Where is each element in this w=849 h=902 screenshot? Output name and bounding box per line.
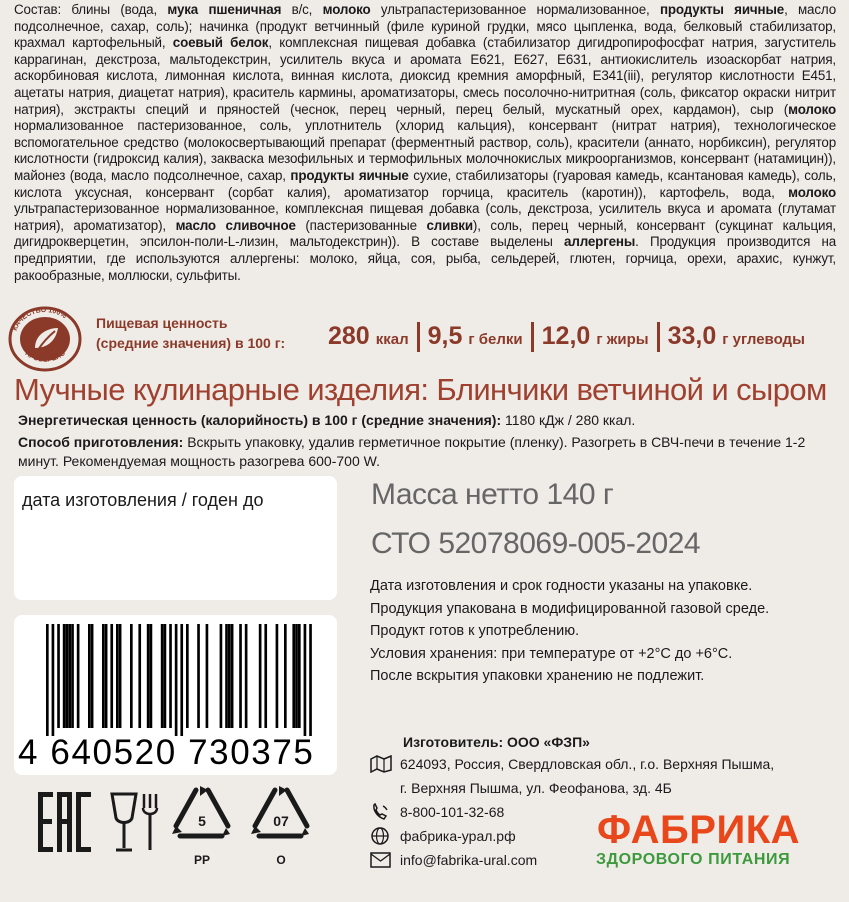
o-code: 07 bbox=[273, 813, 289, 829]
barcode-bar bbox=[264, 624, 267, 728]
barcode-bar bbox=[147, 624, 150, 728]
net-mass: Масса нетто 140 г bbox=[371, 478, 614, 511]
date-label: дата изготовления / годен до bbox=[22, 490, 264, 510]
divider bbox=[531, 322, 534, 352]
barcode-bar bbox=[57, 624, 60, 728]
recycle-other-icon bbox=[245, 782, 317, 877]
info-line: Продукт готов к употреблению. bbox=[370, 623, 580, 639]
envelope-icon bbox=[370, 851, 392, 869]
website-row bbox=[370, 827, 516, 845]
barcode-bar bbox=[276, 624, 279, 728]
quality-seal-icon bbox=[8, 306, 82, 372]
nutrition-label-line2: (средние значения) в 100 г: bbox=[96, 335, 286, 351]
barcode-bar bbox=[295, 624, 298, 728]
allergen-highlight: продукты яичные bbox=[659, 2, 785, 17]
email-row bbox=[370, 851, 537, 869]
ingredients-segment: ультрапастеризованное нормализованное, bbox=[370, 2, 660, 17]
prep-text: Вскрыть упаковку, удалив герметичное покрытие (пленку). Разогреть в СВЧ-печи в течение 1-2 минут. Рекомендуемая мощность разогрева 600-700 W. bbox=[18, 434, 806, 469]
energy-text: 1180 кДж / 280 ккал. bbox=[501, 412, 636, 428]
barcode-bar bbox=[138, 624, 141, 728]
energy-label: Энергетическая ценность (калорийность) в 100 г (средние значения): bbox=[18, 412, 502, 428]
ingredients-segment: (пастеризованные bbox=[295, 217, 427, 233]
barcode-bar bbox=[46, 624, 49, 736]
barcode-bar bbox=[239, 624, 242, 728]
barcode-bar bbox=[91, 624, 94, 728]
barcode-bar bbox=[66, 624, 69, 728]
barcode-bar bbox=[245, 624, 248, 728]
barcode-bar bbox=[231, 624, 234, 728]
allergen-highlight: масло сливочное bbox=[175, 217, 296, 233]
pp-code: 5 bbox=[198, 813, 206, 829]
ingredients-segment: ), соль, перец черный, консервант (сукцинат кальция, дигидрокверцетин, эпсилон-поли-L-лизин, мальтодекстрин)). В составе выделены bbox=[14, 217, 836, 250]
info-line: После вскрытия упаковки хранению не подлежит. bbox=[370, 668, 705, 684]
nutrition-protein: 9,5 г белки bbox=[427, 322, 523, 350]
barcode-bar bbox=[169, 624, 172, 728]
barcode-bar bbox=[116, 624, 119, 728]
barcode-bar bbox=[206, 624, 209, 728]
address-row bbox=[370, 755, 774, 773]
barcode-bar bbox=[298, 624, 301, 728]
barcode-bar bbox=[110, 624, 113, 728]
allergen-highlight: молоко bbox=[788, 101, 836, 117]
product-title: Мучные кулинарные изделия: Блинчики ветчиной и сыром bbox=[14, 372, 827, 407]
barcode-number: 4 640520 730375 bbox=[18, 733, 315, 772]
info-lines bbox=[370, 575, 769, 688]
divider bbox=[657, 322, 660, 352]
barcode-bar bbox=[292, 624, 295, 728]
barcode-bar bbox=[284, 624, 287, 728]
o-label: O bbox=[276, 853, 286, 867]
energy-value bbox=[18, 411, 635, 429]
seal-bottom-text: ПРОВЕРЕНО bbox=[23, 349, 68, 364]
barcode-bar bbox=[102, 624, 105, 728]
nutrition-label bbox=[96, 313, 285, 353]
divider bbox=[417, 322, 420, 352]
barcode-bar bbox=[309, 624, 312, 736]
ingredients-segment: . Продукция производится на предприятии, где используются аллергены: молоко, яйца, соя, рыба, сельдерей, глютен, горчица, орехи, арахис, кунжут, ракообразные, моллюски, сульфиты. bbox=[14, 234, 836, 283]
ingredients-segment: Состав: блины (вода, bbox=[14, 2, 168, 17]
barcode-bar bbox=[304, 624, 307, 736]
ingredients-text bbox=[14, 2, 836, 284]
address-line2: г. Верхняя Пышма, ул. Феофанова, зд. 4Б bbox=[400, 780, 672, 796]
prep-label: Способ приготовления: bbox=[18, 434, 184, 450]
barcode-bar bbox=[68, 624, 71, 728]
barcode-bar bbox=[161, 624, 164, 728]
address-line1: 624093, Россия, Свердловская обл., г.о. Верхняя Пышма, bbox=[400, 756, 775, 772]
preparation bbox=[18, 433, 838, 470]
barcode-bar bbox=[63, 624, 66, 728]
nutrition-calories: 280 ккал bbox=[328, 322, 409, 350]
ingredients-segment: ультрапастеризованное нормализованное, комплексная пищевая добавка (соль, декстроза, усилитель вкуса и аромата (глутамат натрия), ароматизатор), bbox=[14, 201, 836, 233]
nutrition-values bbox=[328, 322, 805, 352]
ingredients-segment: сухие, стабилизаторы (гуаровая камедь, ксантановая камедь), соль, кислота уксусная, консервант (сорбат калия), ароматизатор горчица, краситель (каротин)), картофель, вода, bbox=[14, 167, 836, 200]
barcode-bar bbox=[180, 624, 183, 736]
phone-number[interactable]: 8-800-101-32-68 bbox=[400, 804, 505, 820]
website-link[interactable]: фабрика-урал.рф bbox=[400, 828, 516, 844]
barcode-bar bbox=[77, 624, 80, 728]
ingredients-segment: , комплексная пищевая добавка (стабилизатор дигидропирофосфат натрия, загуститель каррагинан, декстроза, мальтодекстрин, усилитель вкуса и аромата E621, E627, E631, антиокислитель изоаскорбат натрия, аскорбиновая кислота, лимонная кислота, винная кислота, диоксид кремния аморфный, E341(iii), регулятор кислотности E451, ацетаты натрия, диацетат натрия), краситель кармины, ароматизаторы, смесь посолочно-нитритная (соль, фиксатор окраски нитрит натрия), экстракты специй и пряностей (чеснок, перец черный, перец белый, мускатный орех, кардамон), сыр ( bbox=[14, 35, 836, 117]
barcode-bar bbox=[175, 624, 178, 736]
eac-mark-icon bbox=[38, 790, 96, 859]
allergen-highlight: продукты яичные bbox=[290, 167, 409, 183]
nutrition-fat: 12,0 г жиры bbox=[541, 322, 649, 350]
ingredients-segment: , масло подсолнечное, сахар, соль); начинка (продукт ветчинный (филе куриной грудки, мясо цыпленка, вода, белковый стабилизатор, крахмал картофельный, bbox=[14, 2, 837, 51]
barcode-bar bbox=[130, 624, 133, 728]
phone-row bbox=[370, 803, 504, 821]
brand-logo: ФАБРИКА bbox=[597, 808, 801, 852]
allergen-highlight: сливки bbox=[426, 217, 473, 233]
pp-label: PP bbox=[193, 853, 211, 867]
info-line: Продукция упакована в модифицированной газовой среде. bbox=[370, 600, 770, 617]
barcode-bar bbox=[150, 624, 153, 728]
barcode-bar bbox=[220, 624, 223, 728]
recycle-pp-icon bbox=[166, 782, 238, 877]
nutrition-label-line1: Пищевая ценность bbox=[96, 315, 228, 331]
barcode-bar bbox=[186, 624, 189, 728]
allergen-highlight: мука пшеничная bbox=[167, 2, 282, 17]
barcode-bar bbox=[52, 624, 55, 736]
email-link[interactable]: info@fabrika-ural.com bbox=[400, 852, 538, 868]
phone-icon bbox=[370, 803, 392, 821]
globe-icon bbox=[370, 827, 392, 845]
barcode-bar bbox=[88, 624, 91, 728]
barcode-bar bbox=[225, 624, 228, 728]
allergen-highlight: молоко bbox=[322, 2, 371, 17]
barcode-bar bbox=[119, 624, 122, 728]
barcode-bar bbox=[164, 624, 167, 728]
info-line: Дата изготовления и срок годности указаны на упаковке. bbox=[370, 578, 753, 594]
allergen-highlight: молоко bbox=[788, 184, 836, 200]
allergen-highlight: соевый белок bbox=[172, 35, 269, 51]
ingredients-segment: в/с, bbox=[281, 2, 323, 17]
brand-subtitle: ЗДОРОВОГО ПИТАНИЯ bbox=[596, 851, 791, 868]
nutrition-carbs: 33,0 г углеводы bbox=[667, 322, 805, 350]
allergen-highlight: аллергены bbox=[564, 234, 636, 250]
barcode-bar bbox=[259, 624, 262, 728]
standard-code: СТО 52078069-005-2024 bbox=[371, 527, 701, 560]
manufacturer-label: Изготовитель: ООО «ФЗП» bbox=[403, 734, 590, 750]
barcode-bar bbox=[105, 624, 108, 728]
barcode-bar bbox=[228, 624, 231, 728]
seal-top-text: КАЧЕСТВО 100% bbox=[11, 306, 68, 332]
info-line: Условия хранения: при температуре от +2°С до +6°С. bbox=[370, 645, 733, 662]
barcode-bar bbox=[197, 624, 200, 728]
barcode-bar bbox=[71, 624, 74, 728]
map-icon bbox=[370, 755, 392, 773]
food-contact-glass-fork-icon bbox=[108, 790, 162, 859]
ingredients-segment: нормализованное пастеризованное, соль, уплотнитель (хлорид кальция), консервант (нитрат натрия), технологическое вспомогательное средство (молокосвертывающий препарат (ферментный раствор, соль), красители (аннато, норбиксин), регулятор кислотности (гидроксид калия), закваска мезофильных и термофильных молочнокислых микроорганизмов, консервант (натамицин)), майонез (вода, масло подсолнечное, сахар, bbox=[14, 118, 836, 183]
barcode-icon bbox=[24, 624, 324, 736]
